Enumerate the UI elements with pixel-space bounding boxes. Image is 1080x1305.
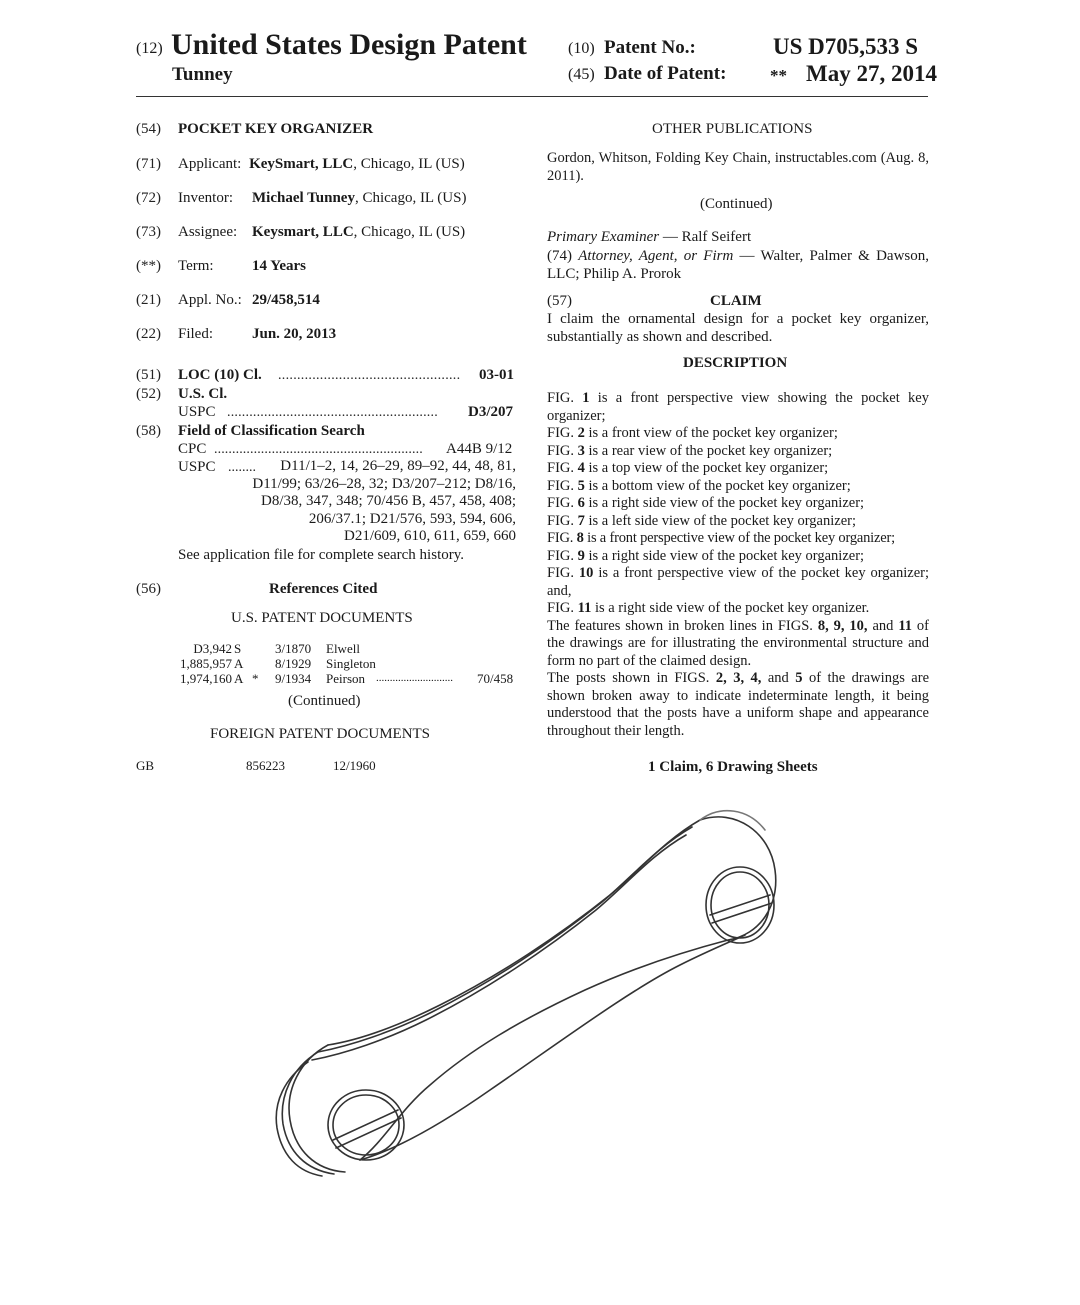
uspc-label: USPC [178,459,216,475]
field-52-code: (52) [136,386,161,402]
patent-number: US D705,533 S [773,34,919,59]
patent-number-label: Patent No.: [604,37,696,58]
cpc-value: A44B 9/12 [446,441,513,457]
other-publications-text: Gordon, Whitson, Folding Key Chain, instructables.com (Aug. 8, 2011). [547,150,929,184]
table-row: D3,942 S 3/1870 Elwell [193,641,360,656]
uspc-dots: ........ [228,460,256,475]
fig-description: FIG. 1 is a front perspective view showing the pocket key organizer; [547,390,929,424]
table-row: 1,974,160 A * 9/1934 Peirson ............................ 70/458 [180,671,514,686]
field-51-code: (51) [136,367,161,383]
other-publications-heading: OTHER PUBLICATIONS [652,121,813,137]
field-58-label: Field of Classification Search [178,423,365,439]
date-stars: ** [770,66,787,85]
search-history-note: See application file for complete search history. [178,547,465,563]
table-row: 1,885,957 A 8/1929 Singleton [180,656,376,671]
field-22: (22) Filed: Jun. 20, 2013 [136,326,337,342]
header-rule [136,96,928,97]
fig-description: FIG. 9 is a right side view of the pocket key organizer; [547,547,865,564]
field-71: (71) Applicant: KeySmart, LLC, Chicago, IL (US) [136,156,465,172]
fig-description: FIG. 3 is a rear view of the pocket key organizer; [547,442,833,459]
claim-code: (57) [547,293,572,309]
field-51-value: 03-01 [479,367,514,383]
broken-away-statement: The posts shown in FIGS. 2, 3, 4, and 5 of the drawings are shown broken away to indicate indeterminate length, it being understood that the posts have a uniform shape and appearance throughout their length. [547,670,930,739]
code-10: (10) [568,40,595,57]
uspc-classes: D11/1–2, 14, 26–29, 89–92, 44, 48, 81, D11/99; 63/26–28, 32; D3/207–212; D8/16, D8/38, 347, 348; 70/456 B, 457, 458, 408; 206/37.1; D21/576, 593, 594, 606, D21/609, 610, 611, 659, 660 [252,458,516,544]
cpc-label: CPC [178,441,207,457]
fig-description: FIG. 7 is a left side view of the pocket key organizer; [547,512,856,529]
field-52-value: D3/207 [468,404,513,420]
field-73: (73) Assignee: Keysmart, LLC, Chicago, IL (US) [136,224,466,240]
cpc-dots: .......................................................... [214,442,423,457]
foreign-patent-documents-table: GB 856223 12/1960 [136,758,376,773]
us-patent-documents-table [150,641,520,686]
references-cited-heading: References Cited [269,581,378,597]
date-of-patent: May 27, 2014 [806,61,937,86]
fig-description: FIG. 6 is a right side view of the pocket key organizer; [547,495,865,511]
continued-us-references: (Continued) [288,693,361,709]
field-52-dots: ......................................................... [227,405,438,420]
field-54: (54) POCKET KEY ORGANIZER [136,121,374,137]
fig-description: FIG. 5 is a bottom view of the pocket key organizer; [547,477,851,494]
fig-description: FIG. 11 is a right side view of the pocket key organizer. [547,600,870,616]
claim-text: I claim the ornamental design for a pocket key organizer, substantially as shown and described. [547,311,929,345]
claims-and-sheets: 1 Claim, 6 Drawing Sheets [648,759,818,775]
document-title: United States Design Patent [171,28,527,61]
attorney-agent: (74) Attorney, Agent, or Firm — Walter, Palmer & Dawson, LLC; Philip A. Prorok [547,248,929,282]
foreign-patent-documents-heading: FOREIGN PATENT DOCUMENTS [210,726,431,742]
description-text [547,390,929,740]
field-72: (72) Inventor: Michael Tunney, Chicago, IL (US) [136,190,467,206]
field-52-uspc-label: USPC [178,404,216,420]
fig-description: FIG. 4 is a top view of the pocket key organizer; [547,460,829,476]
code-45: (45) [568,66,595,83]
field-21: (21) Appl. No.: 29/458,514 [136,292,320,308]
continued-other-publications: (Continued) [700,196,773,212]
us-patent-documents-heading: U.S. PATENT DOCUMENTS [231,610,413,626]
fig-description: FIG. 10 is a front perspective view of the pocket key organizer; and, [547,565,930,599]
fig-description: FIG. 2 is a front view of the pocket key organizer; [547,425,838,441]
field-56-code: (56) [136,581,161,597]
broken-lines-statement: The features shown in broken lines in FIGS. 8, 9, 10, and 11 of the drawings are for illustrating the environmental structure and form no part of the claimed design. [547,617,930,669]
code-12: (12) [136,40,163,57]
date-of-patent-label: Date of Patent: [604,63,727,84]
inventor-surname: Tunney [172,64,233,85]
primary-examiner: Primary Examiner — Ralf Seifert [547,229,752,245]
field-58-code: (58) [136,423,161,439]
claim-heading: CLAIM [710,293,762,309]
field-51-label: LOC (10) Cl. [178,367,262,383]
fig-description: FIG. 8 is a front perspective view of the pocket key organizer; [547,530,895,546]
description-heading: DESCRIPTION [683,355,788,371]
field-51-dots: ................................................ [278,368,461,383]
field-52-label: U.S. Cl. [178,386,228,402]
field-term: (**) Term: 14 Years [136,258,307,274]
